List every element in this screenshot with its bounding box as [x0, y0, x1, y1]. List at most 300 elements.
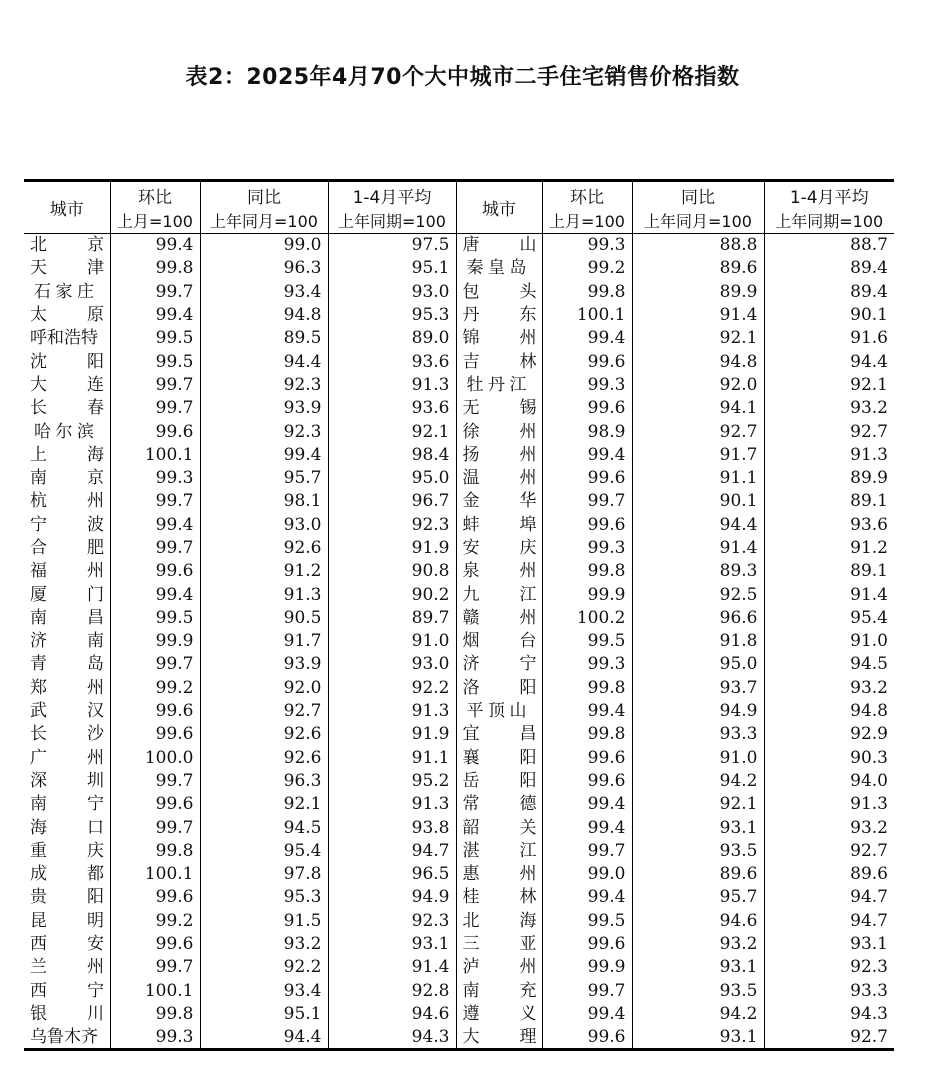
avg-value-right: 91.4	[850, 584, 888, 605]
city-name-text: 烟 台	[462, 631, 537, 652]
avg-value-right: 94.8	[850, 701, 888, 722]
header-mom-left: 环比	[110, 181, 200, 209]
mom-value-right: 99.2	[542, 257, 632, 280]
avg-value-left: 93.0	[328, 653, 456, 676]
yoy-value-right: 96.6	[632, 606, 764, 629]
table-row	[24, 606, 894, 629]
mom-value-right: 99.8	[542, 676, 632, 699]
yoy-value-left: 94.5	[200, 816, 328, 839]
city-name-text: 惠 州	[462, 864, 537, 885]
city-name-text: 平 顶 山	[466, 701, 527, 722]
yoy-value-left: 93.4	[200, 979, 328, 1002]
avg-value-left: 95.3	[328, 303, 456, 326]
city-name-left	[24, 327, 110, 350]
city-name-left	[24, 536, 110, 559]
avg-value-right: 93.6	[850, 514, 888, 535]
mom-value-left: 99.5	[110, 327, 200, 350]
table-row	[24, 839, 894, 862]
city-name-right	[456, 513, 542, 536]
yoy-value-left: 99.4	[200, 443, 328, 466]
city-name-text: 三 亚	[462, 934, 537, 955]
mom-value-right: 99.3	[542, 234, 632, 257]
yoy-value-left: 94.4	[200, 350, 328, 373]
city-name-text: 郑 州	[30, 677, 104, 698]
city-name-text: 贵 阳	[30, 887, 104, 908]
city-name-left	[24, 280, 110, 303]
table-row	[24, 630, 894, 653]
header-avg-base-right: 上年同期=100	[764, 208, 894, 234]
city-name-text: 南 昌	[30, 607, 104, 628]
table-row	[24, 583, 894, 606]
city-name-left	[24, 583, 110, 606]
page-title: 表2：2025年4月70个大中城市二手住宅销售价格指数	[185, 65, 740, 90]
mom-value-left: 99.4	[110, 303, 200, 326]
header-mom-base-right: 上月=100	[542, 208, 632, 234]
city-name-text: 长 沙	[30, 724, 104, 745]
city-name-text: 金 华	[462, 491, 537, 512]
table-row	[24, 979, 894, 1002]
city-name-text: 丹 东	[462, 305, 537, 326]
city-name-text: 天 津	[30, 258, 104, 279]
avg-value-left: 91.9	[328, 536, 456, 559]
mom-value-right: 99.8	[542, 560, 632, 583]
city-name-text: 西 安	[30, 934, 104, 955]
city-name-text: 西 宁	[30, 980, 104, 1001]
city-name-right	[456, 932, 542, 955]
mom-value-right: 100.2	[542, 606, 632, 629]
avg-value-left: 93.0	[328, 280, 456, 303]
mom-value-right: 99.8	[542, 280, 632, 303]
mom-value-left: 99.3	[110, 466, 200, 489]
avg-value-right: 94.5	[850, 654, 888, 675]
mom-value-left: 99.7	[110, 536, 200, 559]
avg-value-left: 91.3	[328, 373, 456, 396]
city-name-text: 泸 州	[462, 957, 537, 978]
mom-value-right: 99.4	[542, 327, 632, 350]
yoy-value-left: 93.0	[200, 513, 328, 536]
city-name-text: 济 南	[30, 631, 104, 652]
city-name-left	[24, 443, 110, 466]
avg-value-left: 98.4	[328, 443, 456, 466]
avg-value-right: 94.0	[850, 770, 888, 791]
yoy-value-right: 89.9	[632, 280, 764, 303]
city-name-left	[24, 932, 110, 955]
yoy-value-right: 93.5	[632, 839, 764, 862]
city-name-text: 无 锡	[462, 398, 537, 419]
mom-value-right: 99.4	[542, 793, 632, 816]
avg-value-right: 89.1	[850, 561, 888, 582]
city-name-text: 桂 林	[462, 887, 537, 908]
avg-value-left: 92.3	[328, 513, 456, 536]
mom-value-left: 99.4	[110, 234, 200, 257]
city-name-text: 宜 昌	[462, 724, 537, 745]
mom-value-right: 99.4	[542, 699, 632, 722]
mom-value-left: 100.0	[110, 746, 200, 769]
city-name-right	[456, 583, 542, 606]
avg-value-left: 89.0	[328, 327, 456, 350]
city-name-right	[456, 839, 542, 862]
yoy-value-right: 95.7	[632, 886, 764, 909]
yoy-value-left: 91.5	[200, 909, 328, 932]
avg-value-right: 94.3	[850, 1003, 888, 1024]
mom-value-right: 99.3	[542, 536, 632, 559]
city-name-right	[456, 606, 542, 629]
avg-value-left: 93.1	[328, 932, 456, 955]
city-name-left	[24, 769, 110, 792]
city-name-left	[24, 676, 110, 699]
mom-value-right: 99.5	[542, 630, 632, 653]
city-name-left	[24, 234, 110, 257]
avg-value-left: 90.2	[328, 583, 456, 606]
yoy-value-left: 96.3	[200, 769, 328, 792]
yoy-value-left: 92.2	[200, 956, 328, 979]
avg-value-left: 96.7	[328, 490, 456, 513]
yoy-value-right: 94.4	[632, 513, 764, 536]
yoy-value-left: 92.3	[200, 373, 328, 396]
city-name-left	[24, 606, 110, 629]
avg-value-right: 91.3	[850, 444, 888, 465]
avg-value-right: 88.7	[850, 235, 888, 256]
yoy-value-right: 94.9	[632, 699, 764, 722]
avg-value-right: 91.2	[850, 538, 888, 558]
yoy-value-right: 91.4	[632, 536, 764, 559]
header-yoy-left: 同比	[200, 181, 328, 209]
mom-value-left: 99.4	[110, 583, 200, 606]
city-name-text: 银 川	[30, 1003, 104, 1024]
city-name-right	[456, 257, 542, 280]
yoy-value-left: 95.4	[200, 839, 328, 862]
yoy-value-right: 92.1	[632, 793, 764, 816]
city-name-text: 安 庆	[462, 538, 537, 558]
avg-value-left: 95.2	[328, 769, 456, 792]
avg-value-right: 93.2	[850, 677, 888, 698]
avg-value-left: 94.3	[328, 1026, 456, 1050]
city-name-right	[456, 443, 542, 466]
yoy-value-left: 89.5	[200, 327, 328, 350]
table-row	[24, 863, 894, 886]
city-name-text: 济 宁	[462, 654, 537, 675]
city-name-text: 长 春	[30, 398, 104, 419]
city-name-left	[24, 699, 110, 722]
city-name-text: 赣 州	[462, 607, 537, 628]
city-name-left	[24, 886, 110, 909]
mom-value-left: 99.3	[110, 1026, 200, 1050]
city-name-right	[456, 420, 542, 443]
city-name-left	[24, 653, 110, 676]
table-row	[24, 746, 894, 769]
mom-value-right: 99.0	[542, 863, 632, 886]
city-name-right	[456, 746, 542, 769]
avg-value-right: 89.9	[850, 468, 888, 489]
yoy-value-right: 93.2	[632, 932, 764, 955]
city-name-right	[456, 886, 542, 909]
table-row	[24, 466, 894, 489]
city-name-right	[456, 373, 542, 396]
mom-value-left: 99.6	[110, 420, 200, 443]
mom-value-right: 99.6	[542, 932, 632, 955]
city-name-text: 锦 州	[462, 328, 537, 349]
city-name-left	[24, 1026, 110, 1050]
city-name-text: 青 岛	[30, 654, 104, 675]
yoy-value-right: 93.7	[632, 676, 764, 699]
city-name-right	[456, 676, 542, 699]
avg-value-left: 91.4	[328, 956, 456, 979]
avg-value-right: 93.2	[850, 817, 888, 838]
city-name-right	[456, 560, 542, 583]
yoy-value-left: 92.7	[200, 699, 328, 722]
yoy-value-right: 95.0	[632, 653, 764, 676]
city-name-text: 吉 林	[462, 351, 537, 372]
yoy-value-left: 92.6	[200, 536, 328, 559]
yoy-value-right: 89.6	[632, 257, 764, 280]
city-name-right	[456, 653, 542, 676]
avg-value-right: 92.7	[850, 421, 888, 442]
city-name-text: 福 州	[30, 561, 104, 582]
mom-value-right: 99.6	[542, 350, 632, 373]
yoy-value-right: 94.1	[632, 397, 764, 420]
city-name-text: 洛 阳	[462, 677, 537, 698]
yoy-value-left: 92.3	[200, 420, 328, 443]
city-name-text: 厦 门	[30, 584, 104, 605]
table-row	[24, 1002, 894, 1025]
mom-value-left: 99.7	[110, 769, 200, 792]
table-row	[24, 560, 894, 583]
mom-value-left: 99.7	[110, 490, 200, 513]
mom-value-right: 99.3	[542, 653, 632, 676]
city-name-text: 蚌 埠	[462, 514, 537, 535]
city-name-text: 杭 州	[30, 491, 104, 512]
mom-value-left: 99.8	[110, 839, 200, 862]
city-name-left	[24, 560, 110, 583]
table-row	[24, 653, 894, 676]
avg-value-left: 93.8	[328, 816, 456, 839]
city-name-right	[456, 769, 542, 792]
city-name-text: 哈 尔 滨	[34, 421, 94, 442]
yoy-value-left: 94.4	[200, 1026, 328, 1050]
header-city-left: 城市	[24, 181, 110, 234]
city-name-text: 遵 义	[462, 1003, 537, 1024]
avg-value-right: 94.7	[850, 887, 888, 908]
city-name-text: 包 头	[462, 281, 537, 302]
city-name-right	[456, 466, 542, 489]
table-row	[24, 350, 894, 373]
mom-value-right: 99.6	[542, 1026, 632, 1050]
yoy-value-right: 94.2	[632, 769, 764, 792]
city-name-left	[24, 420, 110, 443]
city-name-left	[24, 350, 110, 373]
city-name-right	[456, 536, 542, 559]
avg-value-left: 91.3	[328, 699, 456, 722]
table-row	[24, 793, 894, 816]
avg-value-right: 90.1	[850, 305, 888, 326]
city-name-text: 北 海	[462, 910, 537, 931]
city-name-text: 九 江	[462, 584, 537, 605]
mom-value-right: 99.4	[542, 1002, 632, 1025]
city-name-left	[24, 979, 110, 1002]
mom-value-left: 99.7	[110, 816, 200, 839]
mom-value-right: 99.9	[542, 583, 632, 606]
header-avg-right: 1-4月平均	[764, 181, 894, 209]
table-row	[24, 676, 894, 699]
mom-value-left: 99.5	[110, 350, 200, 373]
city-name-left	[24, 863, 110, 886]
yoy-value-left: 99.0	[200, 234, 328, 257]
mom-value-right: 99.8	[542, 723, 632, 746]
mom-value-left: 99.8	[110, 1002, 200, 1025]
city-name-left	[24, 466, 110, 489]
table-row	[24, 769, 894, 792]
city-name-text: 牡 丹 江	[466, 374, 527, 395]
table-row	[24, 490, 894, 513]
mom-value-left: 99.7	[110, 373, 200, 396]
header-mom-right: 环比	[542, 181, 632, 209]
city-name-text: 呼 和 浩 特	[30, 328, 98, 349]
city-name-right	[456, 793, 542, 816]
yoy-value-left: 92.6	[200, 723, 328, 746]
city-name-text: 武 汉	[30, 701, 104, 722]
table-row	[24, 932, 894, 955]
table-row	[24, 699, 894, 722]
yoy-value-left: 90.5	[200, 606, 328, 629]
city-name-right	[456, 1026, 542, 1050]
table-row	[24, 536, 894, 559]
yoy-value-left: 97.8	[200, 863, 328, 886]
avg-value-right: 89.6	[850, 864, 888, 885]
mom-value-left: 99.7	[110, 653, 200, 676]
avg-value-right: 89.4	[850, 281, 888, 302]
city-name-left	[24, 630, 110, 653]
city-name-text: 南 京	[30, 468, 104, 489]
yoy-value-right: 89.3	[632, 560, 764, 583]
yoy-value-left: 91.2	[200, 560, 328, 583]
avg-value-right: 93.3	[850, 980, 888, 1001]
yoy-value-right: 90.1	[632, 490, 764, 513]
table-header	[24, 181, 894, 234]
city-name-text: 湛 江	[462, 840, 537, 861]
mom-value-right: 99.4	[542, 816, 632, 839]
city-name-right	[456, 327, 542, 350]
yoy-value-left: 93.4	[200, 280, 328, 303]
city-name-text: 深 圳	[30, 770, 104, 791]
table-row	[24, 513, 894, 536]
yoy-value-left: 93.9	[200, 397, 328, 420]
table-body	[24, 234, 894, 1050]
avg-value-left: 95.1	[328, 257, 456, 280]
yoy-value-right: 89.6	[632, 863, 764, 886]
table-row	[24, 327, 894, 350]
header-yoy-base-right: 上年同月=100	[632, 208, 764, 234]
city-name-text: 乌 鲁 木 齐	[30, 1026, 98, 1047]
city-name-text: 大 理	[462, 1026, 537, 1047]
yoy-value-right: 93.5	[632, 979, 764, 1002]
yoy-value-right: 92.1	[632, 327, 764, 350]
city-name-right	[456, 816, 542, 839]
table-row	[24, 956, 894, 979]
table-row	[24, 373, 894, 396]
mom-value-right: 99.5	[542, 909, 632, 932]
yoy-value-right: 92.7	[632, 420, 764, 443]
mom-value-right: 99.6	[542, 466, 632, 489]
city-name-text: 唐 山	[462, 235, 537, 256]
avg-value-right: 92.7	[764, 1026, 894, 1050]
city-name-right	[456, 234, 542, 257]
table-row	[24, 257, 894, 280]
city-name-text: 石 家 庄	[34, 281, 94, 302]
city-name-text: 大 连	[30, 374, 104, 395]
city-name-text: 昆 明	[30, 910, 104, 931]
avg-value-left: 94.6	[328, 1002, 456, 1025]
avg-value-right: 94.4	[850, 351, 888, 372]
header-yoy-right: 同比	[632, 181, 764, 209]
avg-value-left: 89.7	[328, 606, 456, 629]
mom-value-left: 99.2	[110, 909, 200, 932]
avg-value-right: 93.2	[850, 398, 888, 419]
city-name-right	[456, 699, 542, 722]
city-name-right	[456, 723, 542, 746]
yoy-value-left: 92.6	[200, 746, 328, 769]
mom-value-right: 99.7	[542, 490, 632, 513]
header-mom-base-left: 上月=100	[110, 208, 200, 234]
mom-value-right: 99.7	[542, 979, 632, 1002]
yoy-value-right: 94.6	[632, 909, 764, 932]
mom-value-left: 99.4	[110, 513, 200, 536]
avg-value-left: 93.6	[328, 350, 456, 373]
mom-value-right: 99.4	[542, 443, 632, 466]
yoy-value-left: 94.8	[200, 303, 328, 326]
avg-value-left: 92.2	[328, 676, 456, 699]
city-name-text: 南 宁	[30, 794, 104, 815]
city-name-text: 温 州	[462, 468, 537, 489]
header-avg-left: 1-4月平均	[328, 181, 456, 209]
city-name-right	[456, 280, 542, 303]
header-avg-base-left: 上年同期=100	[328, 208, 456, 234]
mom-value-left: 99.6	[110, 699, 200, 722]
city-name-left	[24, 816, 110, 839]
city-name-text: 海 口	[30, 817, 104, 838]
mom-value-left: 99.8	[110, 257, 200, 280]
avg-value-left: 95.0	[328, 466, 456, 489]
yoy-value-left: 95.3	[200, 886, 328, 909]
city-name-right	[456, 956, 542, 979]
table-row	[24, 303, 894, 326]
yoy-value-left: 95.7	[200, 466, 328, 489]
city-name-right	[456, 1002, 542, 1025]
mom-value-right: 99.6	[542, 397, 632, 420]
mom-value-left: 100.1	[110, 979, 200, 1002]
yoy-value-right: 91.7	[632, 443, 764, 466]
city-name-text: 太 原	[30, 305, 104, 326]
yoy-value-left: 92.0	[200, 676, 328, 699]
city-name-right	[456, 350, 542, 373]
mom-value-right: 98.9	[542, 420, 632, 443]
city-name-left	[24, 723, 110, 746]
yoy-value-right: 93.1	[632, 816, 764, 839]
mom-value-left: 99.5	[110, 606, 200, 629]
city-name-text: 南 充	[462, 980, 537, 1001]
city-name-left	[24, 956, 110, 979]
yoy-value-right: 92.0	[632, 373, 764, 396]
avg-value-right: 92.1	[850, 374, 888, 395]
city-name-right	[456, 979, 542, 1002]
avg-value-right: 95.4	[850, 607, 888, 628]
city-name-left	[24, 490, 110, 513]
mom-value-left: 99.6	[110, 793, 200, 816]
city-name-text: 泉 州	[462, 561, 537, 582]
city-name-right	[456, 303, 542, 326]
mom-value-right: 99.9	[542, 956, 632, 979]
mom-value-right: 99.6	[542, 513, 632, 536]
city-name-text: 韶 关	[462, 817, 537, 838]
